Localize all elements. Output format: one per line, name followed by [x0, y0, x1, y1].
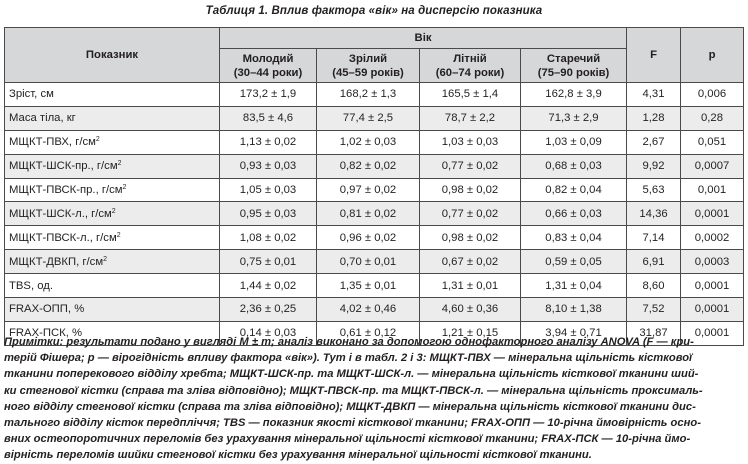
cell-f: 9,92 [627, 154, 681, 178]
cell-value: 1,08 ± 0,02 [220, 226, 317, 250]
note-line: ки стегнової кістки (справа та зліва відповідно); МЩКТ-ПВСК-пр. та МЩКТ-ПВСК-л. — мінеральна щільність проксималь- [4, 384, 703, 397]
cell-value: 0,70 ± 0,01 [317, 250, 420, 274]
note-line: вірність переломів шийки стегнової кістки без урахування мінеральної щільності кісткової тканини. [4, 449, 592, 462]
cell-value: 0,75 ± 0,01 [220, 250, 317, 274]
table-row [5, 274, 744, 298]
cell-value: 1,35 ± 0,01 [317, 274, 420, 298]
cell-f: 2,67 [627, 130, 681, 154]
row-indicator: МЩКТ-ПВСК-л., $г/см^2$ [5, 226, 220, 250]
note-line: терій Фішера; p — вірогідність впливу фактора «вік»). Тут і в табл. 2 і 3: МЩКТ-ПВХ — мінеральна щільність кісткової [4, 352, 693, 365]
table-row [5, 202, 744, 226]
row-indicator: МЩКТ-ПВХ, $г/см^2$ [5, 130, 220, 154]
cell-value: 1,31 ± 0,01 [420, 274, 521, 298]
cell-p: 0,0002 [681, 226, 744, 250]
cell-value: 0,67 ± 0,02 [420, 250, 521, 274]
header-p: p [681, 28, 744, 83]
note-line: Примітки: результати подано у вигляді M ± m; аналіз виконано за допомогою однофакторного аналізу ANOVA (F — кри- [4, 336, 694, 348]
table-row [5, 83, 744, 107]
cell-f: 7,14 [627, 226, 681, 250]
cell-p: 0,006 [681, 83, 744, 107]
cell-value: 0,77 ± 0,02 [420, 202, 521, 226]
cell-value: 1,02 ± 0,03 [317, 130, 420, 154]
cell-value: 4,02 ± 0,46 [317, 298, 420, 322]
cell-p: 0,001 [681, 178, 744, 202]
cell-p: 0,0001 [681, 202, 744, 226]
cell-value: 1,13 ± 0,02 [220, 130, 317, 154]
header-age: Вік [220, 28, 627, 49]
cell-value: 8,10 ± 1,38 [521, 298, 627, 322]
note-line: вних остеопоротичних переломів без урахування мінеральної щільності кісткової тканини; FRAX-ПСК — 10-річна ймо- [4, 433, 691, 446]
cell-f: 5,63 [627, 178, 681, 202]
cell-p: 0,0007 [681, 154, 744, 178]
cell-p: 0,0001 [681, 298, 744, 322]
cell-f: 14,36 [627, 202, 681, 226]
cell-value: 0,81 ± 0,02 [317, 202, 420, 226]
cell-p: 0,0003 [681, 250, 744, 274]
cell-p: 0,0001 [681, 321, 744, 345]
row-indicator: МЩКТ-ШСК-пр., $г/см^2$ [5, 154, 220, 178]
cell-value: 1,44 ± 0,02 [220, 274, 317, 298]
cell-value: 173,2 ± 1,9 [220, 83, 317, 107]
table-row [5, 154, 744, 178]
cell-value: 0,61 ± 0,12 [317, 321, 420, 345]
cell-value: 1,21 ± 0,15 [420, 321, 521, 345]
table-caption: Таблиця 1. Вплив фактора «вік» на дисперсію показника [205, 5, 543, 17]
row-indicator: Маса тіла, кг [5, 106, 220, 130]
cell-value: 0,83 ± 0,04 [521, 226, 627, 250]
cell-value: 0,95 ± 0,03 [220, 202, 317, 226]
row-indicator: FRAX-ОПП, % [5, 298, 220, 322]
row-indicator: TBS, од. [5, 274, 220, 298]
cell-f: 1,28 [627, 106, 681, 130]
cell-p: 0,28 [681, 106, 744, 130]
cell-value: 3,94 ± 0,71 [521, 321, 627, 345]
row-indicator: FRAX-ПСК, % [5, 321, 220, 345]
table-row [5, 250, 744, 274]
cell-value: 0,97 ± 0,02 [317, 178, 420, 202]
cell-value: 4,60 ± 0,36 [420, 298, 521, 322]
cell-p: 0,0001 [681, 274, 744, 298]
cell-f: 6,91 [627, 250, 681, 274]
note-line: тканини поперекового відділу хребта; МЩКТ-ШСК-пр. та МЩКТ-ШСК-л. — мінеральна щільність кісткової тканини ший- [4, 368, 699, 381]
cell-value: 1,05 ± 0,03 [220, 178, 317, 202]
header-group-young: Молодий (30–44 роки) [220, 49, 317, 83]
cell-value: 2,36 ± 0,25 [220, 298, 317, 322]
header-group-senile: Старечий (75–90 років) [521, 49, 627, 83]
cell-value: 0,77 ± 0,02 [420, 154, 521, 178]
cell-f: 7,52 [627, 298, 681, 322]
cell-value: 1,31 ± 0,04 [521, 274, 627, 298]
row-indicator: МЩКТ-ДВКП, $г/см^2$ [5, 250, 220, 274]
cell-value: 0,68 ± 0,03 [521, 154, 627, 178]
note-line: ного відділу стегнової кістки (справа та зліва відповідно); МЩКТ-ДВКП — мінеральна щільність кісткової тканини дис- [4, 400, 696, 413]
cell-value: 71,3 ± 2,9 [521, 106, 627, 130]
cell-value: 78,7 ± 2,2 [420, 106, 521, 130]
header-f: F [627, 28, 681, 83]
cell-value: 83,5 ± 4,6 [220, 106, 317, 130]
cell-value: 165,5 ± 1,4 [420, 83, 521, 107]
row-indicator: Зріст, см [5, 83, 220, 107]
table-body [5, 83, 744, 346]
table-row [5, 226, 744, 250]
note-line: тального відділу кісток передпліччя; TBS — показник якості кісткової тканини; FRAX-ОПП — 10-річна ймовірність осно- [4, 417, 701, 430]
cell-f: 31,87 [627, 321, 681, 345]
cell-value: 0,98 ± 0,02 [420, 226, 521, 250]
cell-value: 162,8 ± 3,9 [521, 83, 627, 107]
cell-value: 77,4 ± 2,5 [317, 106, 420, 130]
cell-value: 0,98 ± 0,02 [420, 178, 521, 202]
table-row [5, 178, 744, 202]
header-indicator: Показник [5, 28, 220, 83]
cell-value: 0,66 ± 0,03 [521, 202, 627, 226]
age-factor-table [4, 27, 744, 346]
cell-value: 0,82 ± 0,02 [317, 154, 420, 178]
cell-value: 0,14 ± 0,03 [220, 321, 317, 345]
cell-value: 168,2 ± 1,3 [317, 83, 420, 107]
table-row [5, 106, 744, 130]
table-notes [4, 334, 743, 464]
cell-f: 4,31 [627, 83, 681, 107]
cell-value: 0,93 ± 0,03 [220, 154, 317, 178]
cell-value: 0,59 ± 0,05 [521, 250, 627, 274]
row-indicator: МЩКТ-ПВСК-пр., $г/см^2$ [5, 178, 220, 202]
header-group-mature: Зрілий (45–59 років) [317, 49, 420, 83]
cell-value: 1,03 ± 0,03 [420, 130, 521, 154]
header-group-elderly: Літній (60–74 роки) [420, 49, 521, 83]
table-row [5, 298, 744, 322]
cell-value: 0,82 ± 0,04 [521, 178, 627, 202]
table-row [5, 130, 744, 154]
cell-p: 0,051 [681, 130, 744, 154]
row-indicator: МЩКТ-ШСК-л., $г/см^2$ [5, 202, 220, 226]
cell-value: 1,03 ± 0,09 [521, 130, 627, 154]
cell-f: 8,60 [627, 274, 681, 298]
cell-value: 0,96 ± 0,02 [317, 226, 420, 250]
